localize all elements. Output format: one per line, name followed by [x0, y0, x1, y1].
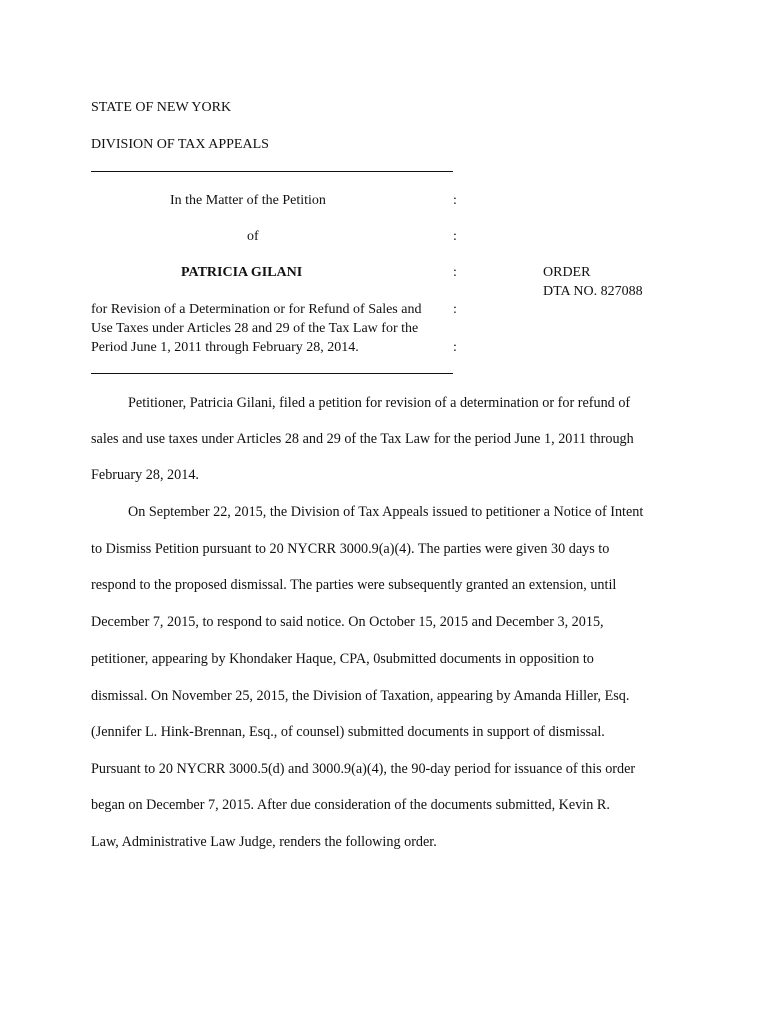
caption-colon: : [453, 302, 457, 317]
matter-line: In the Matter of the Petition [170, 193, 326, 208]
body-text-line: Pursuant to 20 NYCRR 3000.5(d) and 3000.9(a)(4), the 90-day period for issuance of this order [91, 761, 636, 777]
purpose-line: for Revision of a Determination or for Refund of Sales and [91, 302, 422, 317]
caption-colon: : [453, 265, 457, 280]
state-heading: STATE OF NEW YORK [91, 100, 232, 115]
body-text-line: petitioner, appearing by Khondaker Haque, CPA, 0submitted documents in opposition to [91, 651, 594, 667]
caption-colon: : [453, 229, 457, 244]
body-text-line: to Dismiss Petition pursuant to 20 NYCRR 3000.9(a)(4). The parties were given 30 days to [91, 541, 610, 557]
body-text-line: sales and use taxes under Articles 28 and 29 of the Tax Law for the period June 1, 2011 through [91, 431, 634, 447]
purpose-line: Period June 1, 2011 through February 28, 2014. [91, 340, 359, 355]
body-text-line: Law, Administrative Law Judge, renders the following order. [91, 834, 437, 850]
petitioner-name: PATRICIA GILANI [181, 265, 303, 280]
body-text-line: respond to the proposed dismissal. The parties were subsequently granted an extension, until [91, 577, 617, 593]
body-text-line: February 28, 2014. [91, 467, 199, 483]
caption-colon: : [453, 193, 457, 208]
division-heading: DIVISION OF TAX APPEALS [91, 137, 269, 152]
order-number: DTA NO. 827088 [543, 284, 643, 299]
body-text-line: (Jennifer L. Hink-Brennan, Esq., of counsel) submitted documents in support of dismissal. [91, 724, 605, 740]
body-text-line: dismissal. On November 25, 2015, the Division of Taxation, appearing by Amanda Hiller, Esq. [91, 688, 630, 704]
body-text-line: Petitioner, Patricia Gilani, filed a petition for revision of a determination or for refund of [128, 395, 631, 411]
order-title: ORDER [543, 265, 591, 280]
caption-colon: : [453, 340, 457, 355]
of-line: of [247, 229, 259, 244]
body-text-line: began on December 7, 2015. After due consideration of the documents submitted, Kevin R. [91, 797, 610, 813]
caption-top-rule [91, 171, 453, 172]
body-text-line: On September 22, 2015, the Division of Tax Appeals issued to petitioner a Notice of Intent [128, 504, 644, 520]
purpose-line: Use Taxes under Articles 28 and 29 of the Tax Law for the [91, 321, 419, 336]
caption-bottom-rule [91, 373, 453, 374]
body-text-line: December 7, 2015, to respond to said notice. On October 15, 2015 and December 3, 2015, [91, 614, 604, 630]
